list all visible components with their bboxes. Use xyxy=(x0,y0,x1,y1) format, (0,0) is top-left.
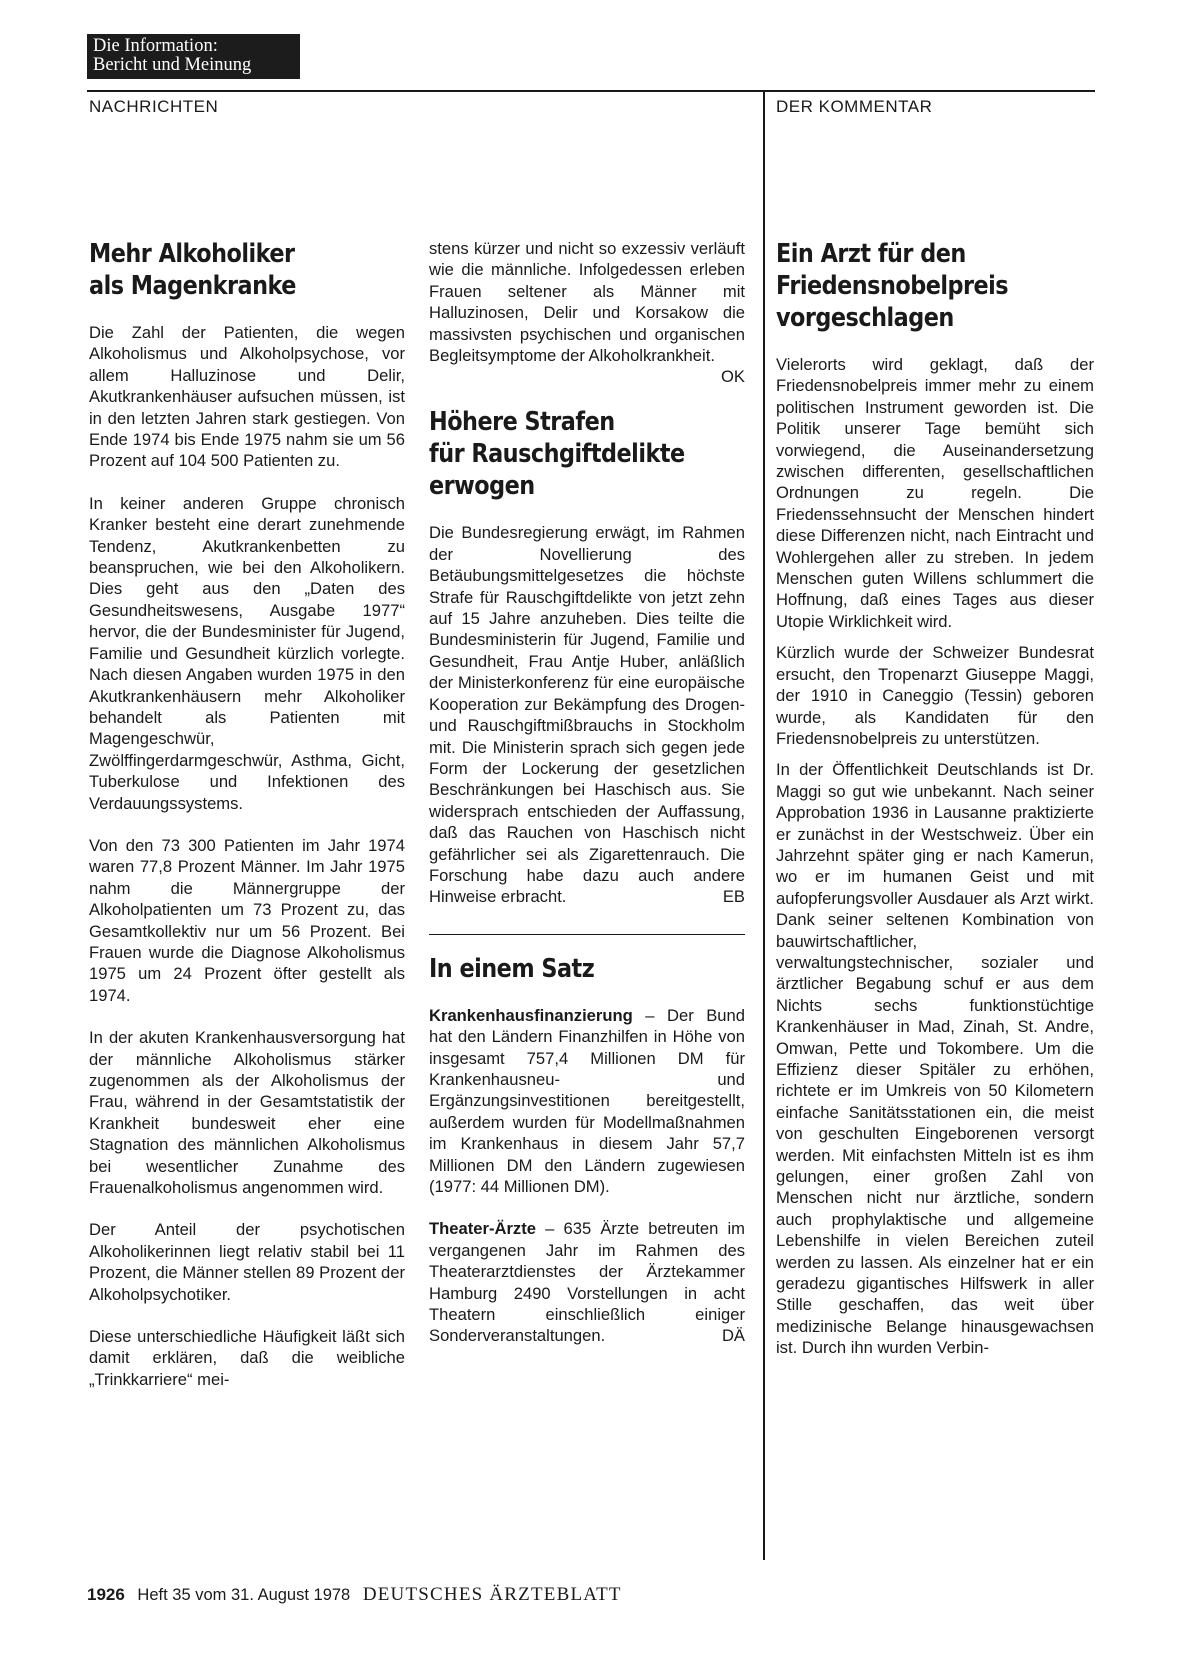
column-3 xyxy=(776,238,1094,1369)
article-paragraph: Vielerorts wird geklagt, daß der Friedensnobelpreis immer mehr zu einem politischen Instrument geworden ist. Die Politik unserer Tage bemüht sich vorwiegend, die Auseinandersetzung zwischen differenten, gesellschaftlichen Ordnungen zu regeln. Die Friedenssehnsucht der Menschen hindert diese Differenzen nicht, nach Eintracht und Wohlergehen aller zu streben. In jedem Menschen guten Willens schlummert die Hoffnung, daß eines Tages aus dieser Utopie Wirklichkeit wird. xyxy=(776,355,1094,631)
article-paragraph: In keiner anderen Gruppe chronisch Kranker besteht eine derart zunehmende Tendenz, Akutkrankenbetten zu beanspruchen, wie bei den Alkoholikern. Dies geht aus den „Daten des Gesundheitswesens, Ausgabe 1977“ hervor, die der Bundesminister für Jugend, Familie und Gesundheit kürzlich vorlegte. Nach diesen Angaben wurden 1975 in den Akutkrankenhäusern mehr Alkoholiker behandelt als Patienten mit Magengeschwür, Zwölffingerdarmgeschwür, Asthma, Gicht, Tuberkulose und Infektionen des Verdauungssystems. xyxy=(89,493,405,813)
masthead-line-2: Bericht und Meinung xyxy=(93,55,252,75)
article-paragraph: In der akuten Krankenhausversorgung hat der männliche Alkoholismus stärker zugenommen als der Alkoholismus der Frau, während in der Gesamtstatistik der Krankheit bundesweit eher eine Stagnation des männlichen Alkoholismus bei wesentlicher Zunahme des Frauenalkoholismus angenommen wird. xyxy=(89,1028,405,1198)
article-title-arzt: Ein Arzt für den Friedensnobelpreis vorgeschlagen xyxy=(776,239,1009,333)
column-2 xyxy=(429,238,745,1368)
news-item: Krankenhausfinanzierung – Der Bund hat den Ländern Finanzhilfen in Höhe von insgesamt 757,4 Millionen DM für Krankenhausneu- und Ergänzungsinvestitionen bereitgestellt, außerdem wurden für Modellmaßnahmen im Krankenhaus in diesem Jahr 57,7 Millionen DM den Ländern zugewiesen (1977: 44 Millionen DM). xyxy=(429,1005,745,1196)
news-item: Theater-Ärzte – 635 Ärzte betreuten im vergangenen Jahr im Rahmen des Theaterarztdienstes der Ärztekammer Hamburg 2490 Vorstellungen in acht Theatern einschließlich einiger Sonderveranstaltungen. DÄ xyxy=(429,1219,745,1346)
top-rule xyxy=(87,90,1095,92)
article-paragraph: Von den 73 300 Patienten im Jahr 1974 waren 77,8 Prozent Männer. Im Jahr 1975 nahm die Männergruppe der Alkoholpatienten um 73 Prozent zu, das Gesamtkollektiv nur um 56 Prozent. Bei Frauen wurde die Diagnose Alkoholismus 1975 um 24 Prozent öfter gestellt als 1974. xyxy=(89,835,405,1005)
issue-info: Heft 35 vom 31. August 1978 xyxy=(137,1586,351,1604)
article-paragraph: Die Bundesregierung erwägt, im Rahmen der Novellierung des Betäubungsmittelgesetzes die höchste Strafe für Rauschgiftdelikte von jetzt zehn auf 15 Jahre anzuheben. Dies teilte die Bundesministerin für Jugend, Familie und Gesundheit, Frau Antje Huber, anläßlich der Ministerkonferenz für eine europäische Kooperation zur Bekämpfung des Drogen- und Rauschgiftmißbrauchs in Stockholm mit. Die Ministerin sprach sich gegen jede Form der Lockerung der gesetzlichen Beschränkungen bei Haschisch aus. Sie widersprach entschieden der Auffassung, daß das Rauchen von Haschisch nicht gefährlicher sei als Zigarettenrauch. Die Forschung habe dazu auch andere Hinweise erbracht. EB xyxy=(429,523,745,907)
news-item-lead: Theater-Ärzte xyxy=(429,1219,536,1239)
article-paragraph: In der Öffentlichkeit Deutschlands ist Dr. Maggi so gut wie unbekannt. Nach seiner Approbation 1936 in Lausanne praktizierte er zunächst in der Westschweiz. Über ein Jahrzehnt später ging er nach Kamerun, wo er im humanen Geist und mit aufopferungsvoller Ausdauer als Arzt wirkt. Dank seiner seltenen Kombination von bauwirtschaftlicher, verwaltungstechnischer, sozialer und ärztlicher Begabung schuf er aus dem Nichts sechs funktionstüchtige Krankenhäuser in Mad, Zinah, St. Andre, Omwan, Pette und Tokombere. Um die Effizienz dieser Spitäler zu erhöhen, richtete er im Umkreis von 50 Kilometern einfache Sanitätsstationen ein, die meist von geschulten Eingeborenen versorgt werden. Mit einfachsten Mitteln ist es ihm gelungen, einer großen Zahl von Menschen nicht nur ärztliche, sondern auch prophylaktische und allgemeine Lebenshilfe in vielen Bereichen zuteil werden zu lassen. Als einzelner hat er ein geradezu gigantisches Hilfswerk in aller Stille geschaffen, das weit über medizinische Belange hinausgewachsen ist. Durch ihn wurden Verbin- xyxy=(776,760,1094,1358)
article-paragraph: Die Zahl der Patienten, die wegen Alkoholismus und Alkoholpsychose, vor allem Halluzinose und Delir, Akutkrankenhäuser aufsuchen müssen, ist in den letzten Jahren stark gestiegen. Von Ende 1974 bis Ende 1975 nahm sie um 56 Prozent auf 104 500 Patienten zu. xyxy=(89,323,405,471)
section-label-nachrichten: NACHRICHTEN xyxy=(89,97,219,116)
author-signature: EB xyxy=(722,887,745,907)
article-continuation: stens kürzer und nicht so exzessiv verläuft wie die männliche. Infolgedessen erleben Frauen seltener als Männer mit Halluzinosen, Delir und Korsakow die massivsten psychischen und organischen Begleitsymptome der Alkoholkrankheit. OK xyxy=(429,239,745,387)
article-paragraph: Diese unterschiedliche Häufigkeit läßt sich damit erklären, daß die weibliche „Trinkkarriere“ mei- xyxy=(89,1327,405,1389)
masthead-line-1: Die Information: xyxy=(93,36,218,56)
article-title-alkoholiker: Mehr Alkoholiker als Magenkranke xyxy=(89,239,296,301)
article-title-strafen: Höhere Strafen für Rauschgiftdelikte erwogen xyxy=(429,407,685,502)
article-paragraph: Der Anteil der psychotischen Alkoholikerinnen liegt relativ stabil bei 11 Prozent, die Männer stellen 89 Prozent der Alkoholpsychotiker. xyxy=(89,1220,405,1304)
author-signature: OK xyxy=(721,367,745,387)
page-footer xyxy=(87,1584,622,1606)
article-paragraph: Kürzlich wurde der Schweizer Bundesrat ersucht, den Tropenarzt Giuseppe Maggi, der 1910 in Caneggio (Tessin) geboren wurde, als Kandidaten für den Friedensnobelpreis zu unterstützen. xyxy=(776,643,1094,748)
author-signature: DÄ xyxy=(721,1326,745,1346)
news-item-lead: Krankenhausfinanzierung xyxy=(429,1005,633,1025)
section-title-in-einem-satz: In einem Satz xyxy=(429,953,595,984)
journal-name: DEUTSCHES ÄRZTEBLATT xyxy=(362,1584,622,1605)
section-divider xyxy=(429,934,745,935)
masthead xyxy=(87,34,300,79)
column-1 xyxy=(89,238,405,1411)
column-separator xyxy=(763,90,765,1560)
section-label-kommentar: DER KOMMENTAR xyxy=(776,97,933,116)
page-number: 1926 xyxy=(87,1585,125,1604)
